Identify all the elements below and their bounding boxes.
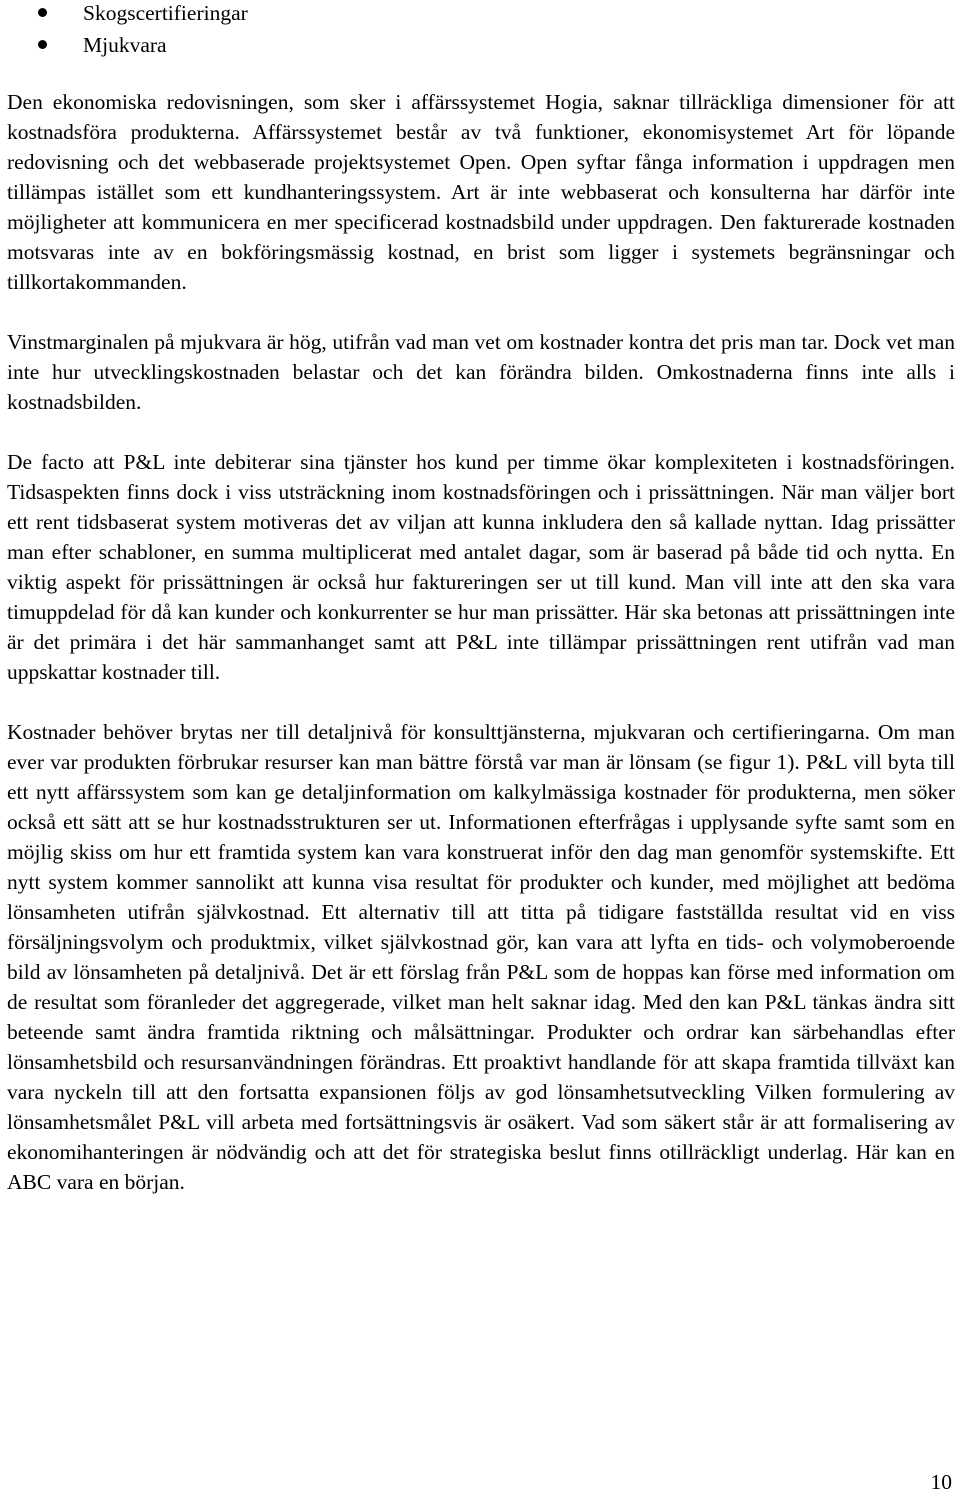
page-number: 10	[930, 1470, 952, 1494]
paragraph: Vinstmarginalen på mjukvara är hög, utifrån vad man vet om kostnader kontra det pris man tar. Dock vet man inte hur utvecklingskostnaden belastar och det kan förändra bilden. Omkostnaderna finns inte alls i kostnadsbilden.	[7, 330, 955, 414]
bullet-dot-icon	[38, 40, 47, 49]
bullet-list	[0, 0, 960, 61]
bullet-text: Skogscertifieringar	[83, 1, 248, 25]
document-body	[7, 87, 955, 1227]
bullet-item	[0, 0, 960, 29]
bullet-text: Mjukvara	[83, 33, 167, 57]
paragraph: De facto att P&L inte debiterar sina tjänster hos kund per timme ökar komplexiteten i kostnadsföringen. Tidsaspekten finns dock i viss utsträckning inom kostnadsföringen och i prissättningen. När man väljer bort ett rent tidsbaserat system motiveras det av viljan att kunna inkludera den så kallade nyttan. Idag prissätter man efter schabloner, en summa multiplicerat med antalet dagar, som är baserad på både tid och nytta. En viktig aspekt för prissättningen är också hur faktureringen ser ut till kund. Man vill inte att den ska vara timuppdelad för då kan kunder och konkurrenter se hur man prissätter. Här ska betonas att prissättningen inte är det primära i det här sammanhanget samt att P&L inte tillämpar prissättningen rent utifrån vad man uppskattar kostnader till.	[7, 450, 955, 684]
bullet-dot-icon	[38, 8, 47, 17]
paragraph: Kostnader behöver brytas ner till detaljnivå för konsulttjänsterna, mjukvaran och certifieringarna. Om man ever var produkten förbrukar resurser kan man bättre förstå var man är lönsam (se figur 1). P&L vill byta till ett nytt affärssystem som kan ge detaljinformation om kalkylmässiga kostnader för produkterna, men söker också ett sätt att se hur kostnadsstrukturen ser ut. Informationen efterfrågas i upplysande syfte samt som en möjlig skiss om hur ett framtida system kan vara konstruerat inför den dag man genomför systemskifte. Ett nytt system kommer sannolikt att kunna visa resultat för produkter och kunder, med möjlighet att bedöma lönsamheten utifrån självkostnad. Ett alternativ till att titta på tidigare fastställda resultat vid en viss försäljningsvolym och produktmix, vilket självkostnad gör, kan vara att lyfta en tids- och volymoberoende bild av lönsamheten på detaljnivå. Det är ett förslag från P&L som de hoppas kan förse med information om de resultat som föranleder det aggregerade, vilket man helt saknar idag. Med den kan P&L tänkas ändra sitt beteende samt ändra framtida riktning och målsättningar. Produkter och ordrar kan särbehandlas efter lönsamhetsbild och resursanvändningen förändras. Ett proaktivt handlande för att skapa framtida tillväxt kan vara nyckeln till att den fortsatta expansionen följs av god lönsamhetsutveckling Vilken formulering av lönsamhetsmålet P&L vill arbeta med fortsättningsvis är osäkert. Vad som säkert står är att formalisering av ekonomihanteringen är nödvändig och att det för strategiska beslut finns otillräckligt underlag. Här kan en ABC vara en början.	[7, 720, 955, 1194]
bullet-item	[0, 29, 960, 61]
paragraph: Den ekonomiska redovisningen, som sker i affärssystemet Hogia, saknar tillräckliga dimensioner för att kostnadsföra produkterna. Affärssystemet består av två funktioner, ekonomisystemet Art för löpande redovisning och det webbaserade projektsystemet Open. Open syftar fånga information i uppdragen men tillämpas istället som ett kundhanteringssystem. Art är inte webbaserat och konsulterna har därför inte möjligheter att kommunicera en mer specificerad kostnadsbild under uppdragen. Den fakturerade kostnaden motsvaras inte av en bokföringsmässig kostnad, en brist som ligger i systemets begränsningar och tillkortakommanden.	[7, 90, 955, 294]
